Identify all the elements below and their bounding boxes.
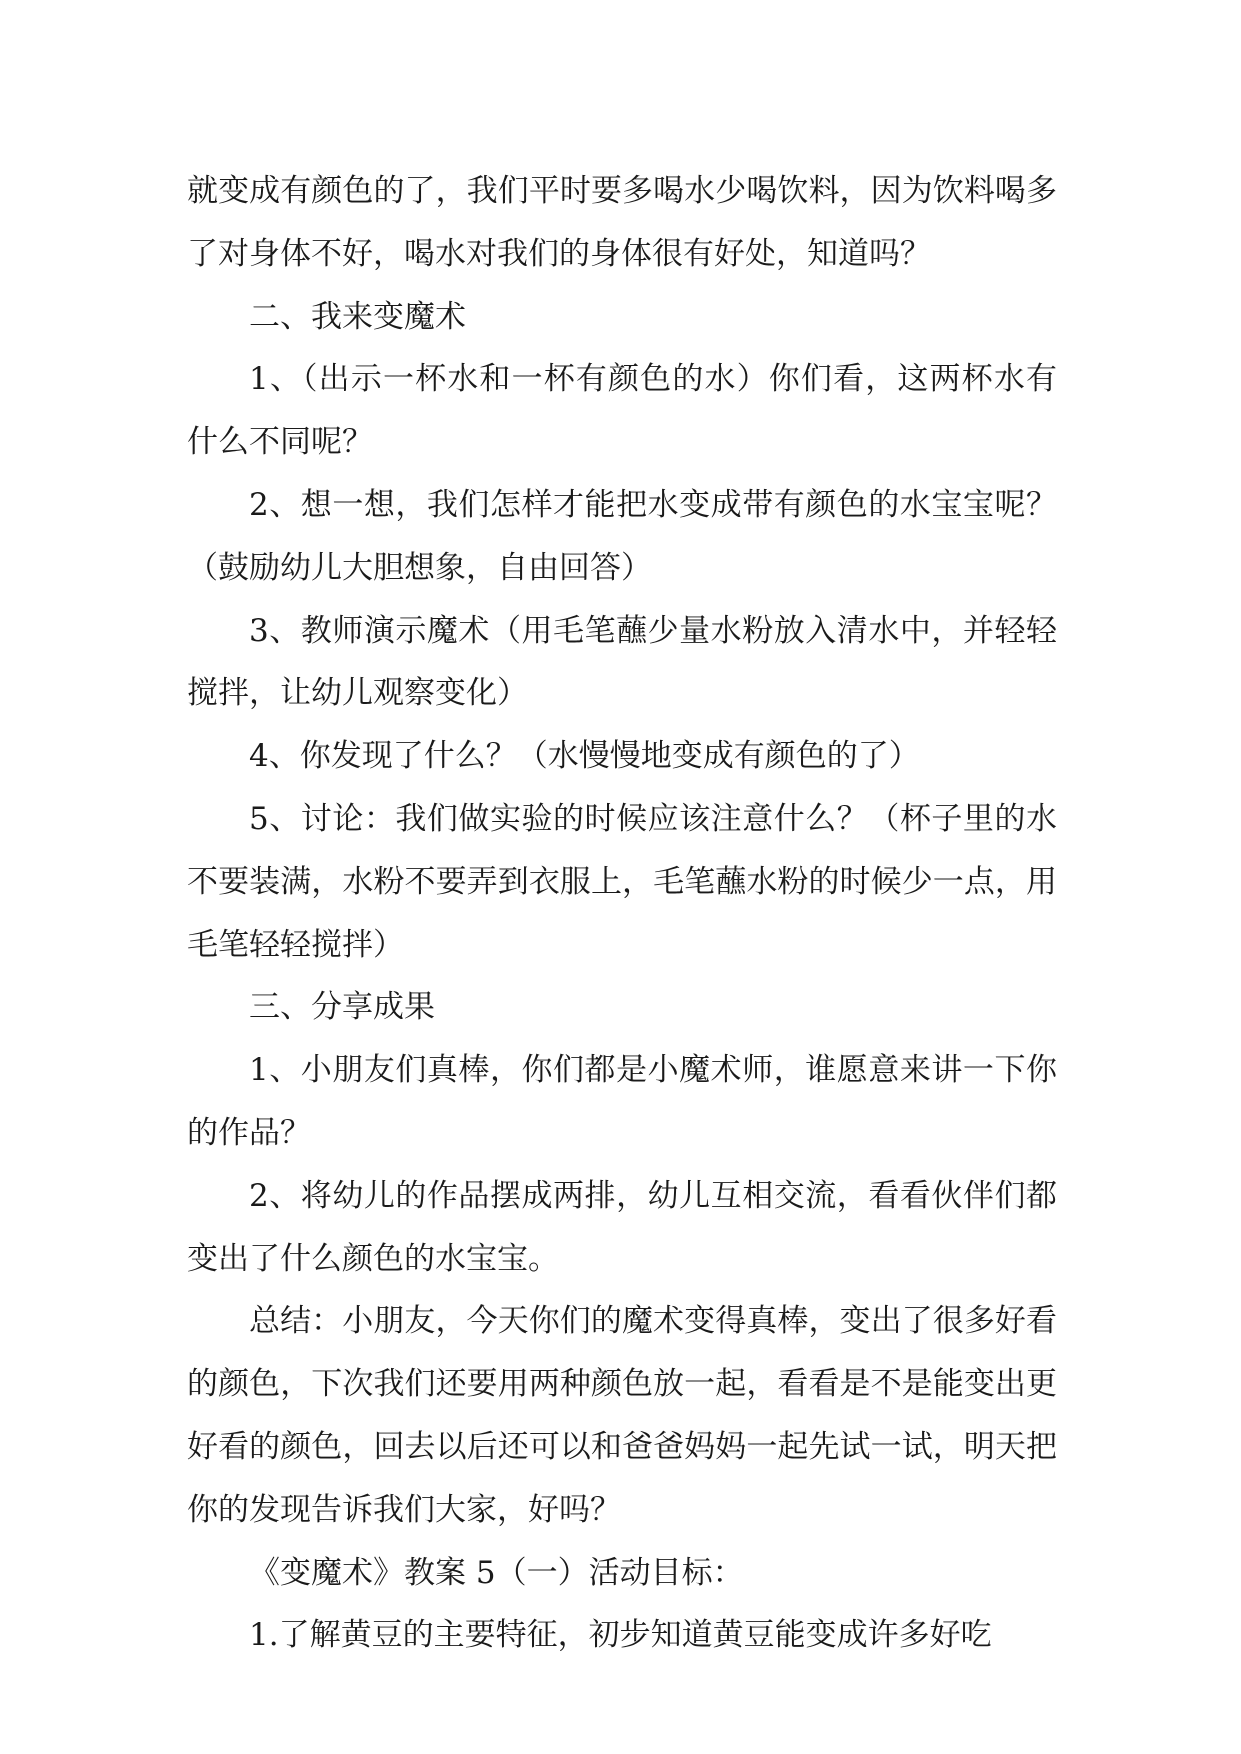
- summary-paragraph: 总结：小朋友，今天你们的魔术变得真棒，变出了很多好看的颜色，下次我们还要用两种颜色放一起，看看是不是能变出更好看的颜色，回去以后还可以和爸爸妈妈一起先试一试，明天把你的发现告诉我们大家，好吗？: [187, 1303, 1057, 1528]
- objective-item: 1.了解黄豆的主要特征，初步知道黄豆能变成许多好吃: [249, 1617, 992, 1654]
- list-item: 1、（出示一杯水和一杯有颜色的水）你们看，这两杯水有什么不同呢？: [187, 361, 1057, 461]
- list-item: 1、小朋友们真棒，你们都是小魔术师，谁愿意来讲一下你的作品？: [187, 1052, 1057, 1151]
- document-body: [187, 160, 1057, 1667]
- list-item: 4、你发现了什么？（水慢慢地变成有颜色的了）: [249, 738, 920, 775]
- list-item: 5、讨论：我们做实验的时候应该注意什么？（杯子里的水不要装满，水粉不要弄到衣服上，毛笔蘸水粉的时候少一点，用毛笔轻轻搅拌）: [187, 800, 1057, 963]
- list-item: 2、将幼儿的作品摆成两排，幼儿互相交流，看看伙伴们都变出了什么颜色的水宝宝。: [187, 1177, 1057, 1277]
- section-heading-magic: 二、我来变魔术: [249, 298, 466, 335]
- section-heading-share: 三、分享成果: [249, 989, 435, 1026]
- paragraph-continuation: 就变成有颜色的了，我们平时要多喝水少喝饮料，因为饮料喝多了对身体不好，喝水对我们的身体很有好处，知道吗？: [187, 173, 1057, 272]
- lesson-plan-heading: 《变魔术》教案 5（一）活动目标：: [249, 1554, 744, 1591]
- list-item: 3、教师演示魔术（用毛笔蘸少量水粉放入清水中，并轻轻搅拌，让幼儿观察变化）: [187, 612, 1057, 712]
- list-item: 2、想一想，我们怎样才能把水变成带有颜色的水宝宝呢？（鼓励幼儿大胆想象，自由回答）: [187, 486, 1057, 586]
